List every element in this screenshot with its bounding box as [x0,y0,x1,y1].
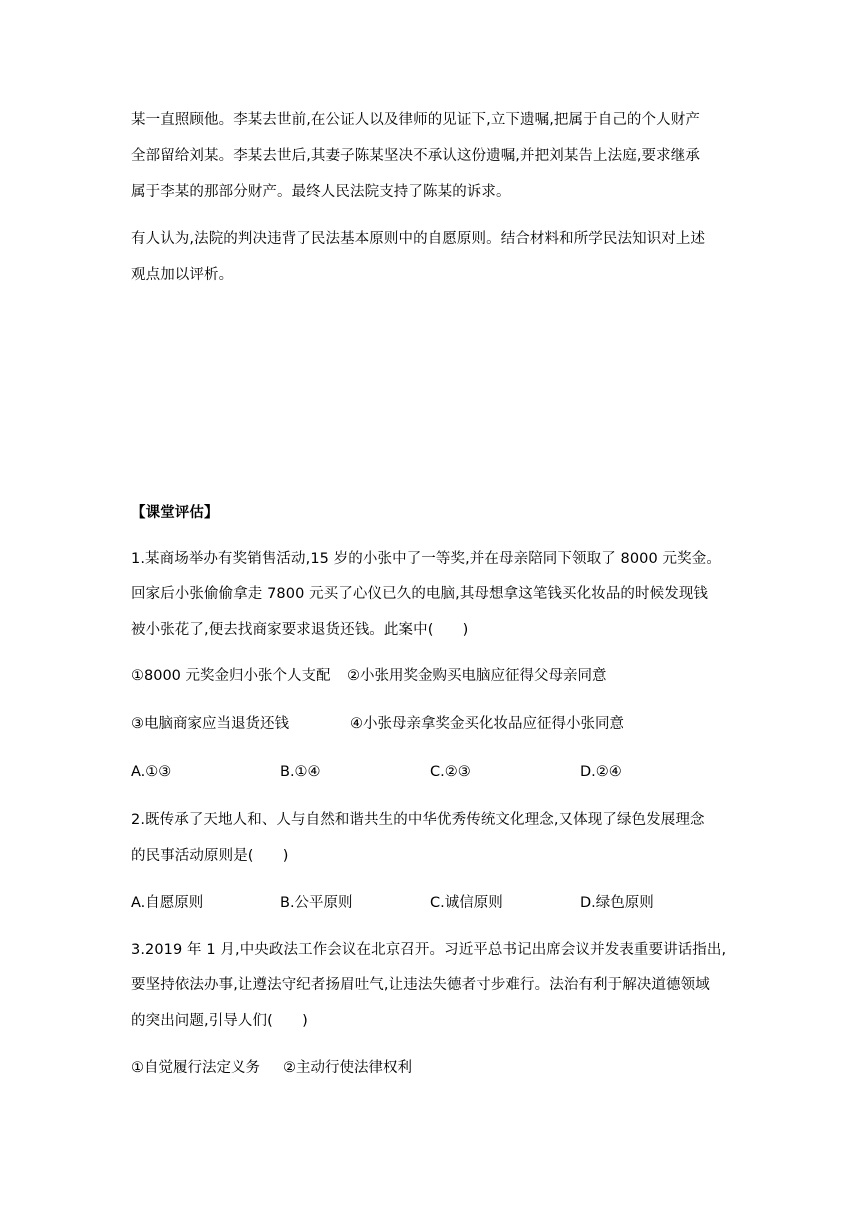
material-question-line-1: 有人认为,法院的判决违背了民法基本原则中的自愿原则。结合材料和所学民法知识对上述 [131,231,706,247]
material-line-1: 某一直照顾他。李某去世前,在公证人以及律师的见证下,立下遗嘱,把属于自己的个人财产 [131,112,700,128]
q1-line-3: 被小张花了,便去找商家要求退货还钱。此案中( ) [131,622,469,638]
q1-statement-3: ③电脑商家应当退货还钱 [131,716,289,732]
q2-option-a: A.自愿原则 [131,895,204,911]
q1-option-a: A.①③ [131,764,172,780]
q2-line-1: 2.既传承了天地人和、人与自然和谐共生的中华优秀传统文化理念,又体现了绿色发展理念 [131,812,705,828]
q2-option-b: B.公平原则 [280,895,353,911]
material-question-line-2: 观点加以评析。 [131,267,234,283]
q1-statement-1: ①8000 元奖金归小张个人支配 [131,668,331,684]
q1-line-1: 1.某商场举办有奖销售活动,15 岁的小张中了一等奖,并在母亲陪同下领取了 8000 元奖金。 [131,551,721,567]
q3-statement-1: ①自觉履行法定义务 [131,1060,260,1076]
q2-option-d: D.绿色原则 [580,895,654,911]
section-title: 【课堂评估】 [131,505,219,521]
q3-line-3: 的突出问题,引导人们( ) [131,1013,308,1029]
material-line-2: 全部留给刘某。李某去世后,其妻子陈某坚决不承认这份遗嘱,并把刘某告上法庭,要求继承 [131,148,700,164]
q1-option-c: C.②③ [430,764,471,780]
q3-statement-2: ②主动行使法律权利 [283,1060,412,1076]
q1-line-2: 回家后小张偷偷拿走 7800 元买了心仪已久的电脑,其母想拿这笔钱买化妆品的时候发现钱 [131,586,709,602]
q3-line-2: 要坚持依法办事,让遵法守纪者扬眉吐气,让违法失德者寸步难行。法治有利于解决道德领域 [131,977,710,993]
material-line-3: 属于李某的那部分财产。最终人民法院支持了陈某的诉求。 [131,184,511,200]
q2-option-c: C.诚信原则 [430,895,503,911]
q1-option-b: B.①④ [280,764,321,780]
q1-statement-4: ④小张母亲拿奖金买化妆品应征得小张同意 [350,716,624,732]
q2-line-2: 的民事活动原则是( ) [131,848,289,864]
q1-statement-2: ②小张用奖金购买电脑应征得父母亲同意 [347,668,607,684]
q1-option-d: D.②④ [580,764,622,780]
q3-line-1: 3.2019 年 1 月,中央政法工作会议在北京召开。习近平总书记出席会议并发表重要讲话指出, [131,942,727,958]
